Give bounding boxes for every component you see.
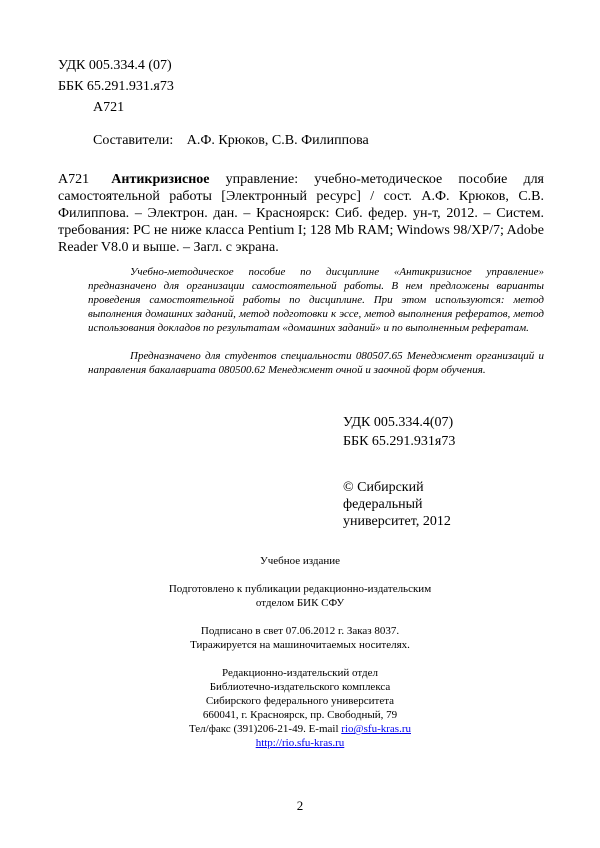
abstract-paragraph-2: Предназначено для студентов специальности 080507.65 Менеджмент организаций и направления бакалавриата 080500.62 Менеджмент очной и заочной форм обучения. [88, 350, 544, 376]
edition-label: Учебное издание [259, 555, 341, 567]
bib-title-bold: Антикризисное [111, 172, 210, 187]
abstract-paragraph-1: Учебно-методическое пособие по дисциплине «Антикризисное управление» предназначено для организации самостоятельной работы. В нем предложены варианты проведения самостоятельной работы по дисциплине. При этом используются: метод выполнения домашних заданий, метод подготовки к эссе, метод выполнения рефератов, метод использования докладов по результатам «домашних заданий» и по выполненным рефератам. [88, 266, 544, 334]
website-link[interactable]: http://rio.sfu-kras.ru [255, 737, 345, 749]
bib-rest: управление: учебно-методическое пособие для самостоятельной работы [Электронный ресурс] / сост. А.Ф. Крюков, С.В. Филиппова. – Электрон. дан. – Красноярск: Сиб. федер. ун-т, 2012. – Систем. требования: PC не ниже класса Pentium I; 128 Mb RAM; Windows 98/XP/7; Adobe Reader V8.0 и выше. – Загл. с экрана. [58, 172, 544, 255]
right-bbk: ББК 65.291.931я73 [343, 434, 456, 449]
signed-line-2: Тиражируется на машиночитаемых носителях. [190, 639, 410, 651]
copyright [343, 479, 563, 530]
prepared-line-1: Подготовлено к публикации редакционно-издательским [168, 583, 432, 595]
dept-line-1: Редакционно-издательский отдел [222, 667, 378, 679]
bibliographic-description [58, 171, 544, 256]
imprint [100, 554, 500, 750]
copyright-line-1: © Сибирский [343, 480, 424, 495]
header-block [58, 57, 358, 116]
contact-line [100, 722, 500, 736]
author-code: А721 [93, 100, 125, 115]
email-link[interactable]: rio@sfu-kras.ru [341, 723, 411, 735]
bib-code: А721 [58, 172, 90, 187]
address: 660041, г. Красноярск, пр. Свободный, 79 [202, 709, 398, 721]
abstract [88, 265, 544, 377]
page-number: 2 [296, 798, 304, 813]
dept-line-2: Библиотечно-издательского комплекса [209, 681, 391, 693]
right-udc: УДК 005.334.4(07) [343, 415, 454, 430]
prepared-line-2: отделом БИК СФУ [255, 597, 345, 609]
compilers-line [93, 132, 563, 149]
compilers-names: А.Ф. Крюков, С.В. Филиппова [186, 133, 369, 148]
signed-line-1: Подписано в свет 07.06.2012 г. Заказ 8037. [200, 625, 400, 637]
phone-text: Тел/факс (391)206-21-49. E-mail [189, 723, 342, 735]
udc-code: УДК 005.334.4 (07) [58, 58, 172, 73]
copyright-line-3: университет, 2012 [343, 514, 451, 529]
dept-line-3: Сибирского федерального университета [205, 695, 395, 707]
website-line [100, 736, 500, 750]
copyright-line-2: федеральный [343, 497, 423, 512]
right-codes [343, 414, 563, 450]
bbk-code: ББК 65.291.931.я73 [58, 79, 174, 94]
compilers-label: Составители: [93, 133, 174, 148]
